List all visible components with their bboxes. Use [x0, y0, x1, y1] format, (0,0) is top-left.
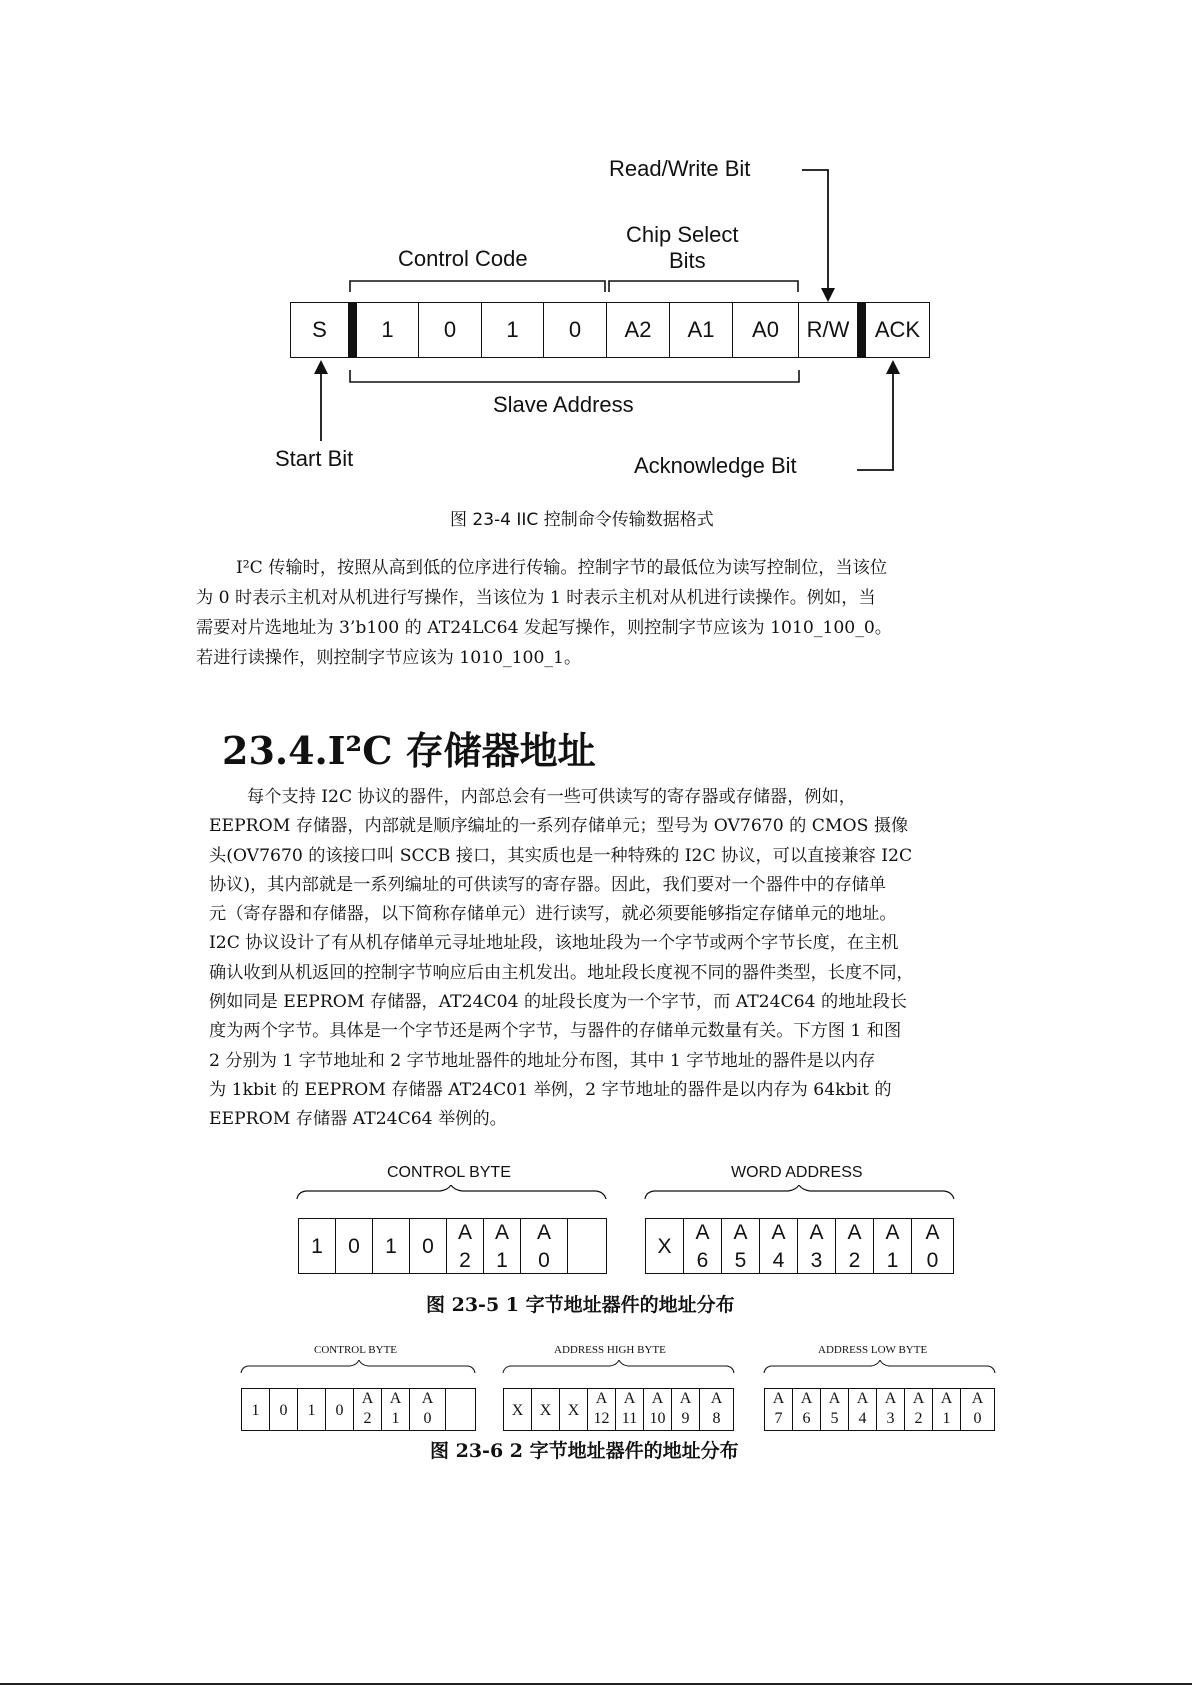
bit-cell: A 1: [932, 1388, 961, 1431]
word-address-label: WORD ADDRESS: [731, 1164, 863, 1181]
text-line: 度为两个字节。具体是一个字节还是两个字节，与器件的存储单元数量有关。下方图 1 和图: [209, 1021, 902, 1042]
bit-cell: A 10: [643, 1388, 672, 1431]
chip-select-label: Chip Select: [626, 222, 739, 247]
chip-select-bits-label: Bits: [669, 248, 706, 273]
text-line: EEPROM 存储器，内部就是顺序编址的一系列存储单元；型号为 OV7670 的 CMOS 摄像: [209, 816, 909, 837]
control-byte-label: CONTROL BYTE: [314, 1344, 398, 1356]
bit-cell: A 12: [587, 1388, 616, 1431]
text-line: EEPROM 存储器 AT24C64 举例的。: [209, 1109, 507, 1130]
read-write-bit-label: Read/Write Bit: [609, 156, 751, 181]
figure-caption: 图 23-5 1 字节地址器件的地址分布: [426, 1294, 735, 1316]
bit-cell: A 0: [960, 1388, 995, 1431]
address-low-byte-label: ADDRESS LOW BYTE: [818, 1344, 928, 1356]
bit-cell: A 0: [520, 1218, 568, 1274]
bit-cell: A 6: [792, 1388, 821, 1431]
bit-cell: A 3: [876, 1388, 905, 1431]
bit-cell: A 1: [483, 1218, 521, 1274]
text-line: 确认收到从机返回的控制字节响应后由主机发出。地址段长度视不同的器件类型，长度不同，: [209, 962, 914, 983]
bit-cell: A 7: [764, 1388, 793, 1431]
bit-cell: A 9: [671, 1388, 700, 1431]
bit-cell-2: 0: [418, 302, 482, 358]
bit-cell: A 5: [820, 1388, 849, 1431]
fig6-braces: [0, 1360, 1192, 1390]
text-line: 需要对片选地址为 3’b100 的 AT24LC64 发起写操作，则控制字节应该为 1010_100_0。: [196, 618, 892, 638]
paragraph-1: [196, 553, 892, 673]
bit-cell: A 1: [873, 1218, 912, 1274]
bit-cell: 0: [335, 1218, 373, 1274]
control-code-label: Control Code: [398, 246, 528, 271]
bit-cell: X: [559, 1388, 588, 1431]
text-line: 2 分别为 1 字节地址和 2 字节地址器件的地址分布图，其中 1 字节地址的器件是以内存: [209, 1050, 876, 1071]
bit-cell: X: [645, 1218, 684, 1274]
bit-cell-3: 1: [481, 302, 544, 358]
bit-cell: X: [503, 1388, 532, 1431]
text-line: 为 0 时表示主机对从机进行写操作，当该位为 1 时表示主机对从机进行读操作。例如，当: [196, 588, 876, 608]
text-line: 为 1kbit 的 EEPROM 存储器 AT24C01 举例，2 字节地址的器件是以内存为 64kbit 的: [209, 1079, 892, 1100]
bit-cell-rw: R/W: [798, 302, 858, 358]
bit-cell: X: [531, 1388, 560, 1431]
paragraph-2: [209, 783, 914, 1135]
bit-cell: 1: [298, 1218, 336, 1274]
bit-cell-a2: A2: [606, 302, 670, 358]
bit-cell: A 4: [848, 1388, 877, 1431]
bit-cell: A 0: [911, 1218, 954, 1274]
bit-cell: A 6: [683, 1218, 722, 1274]
text-line: 元（寄存器和存储器，以下简称存储单元）进行读写，就必须要能够指定存储单元的地址。: [209, 904, 897, 925]
slave-address-label: Slave Address: [493, 392, 634, 417]
address-high-byte-label: ADDRESS HIGH BYTE: [554, 1344, 666, 1356]
bit-cell: A 1: [381, 1388, 410, 1431]
text-line: I2C 协议设计了有从机存储单元寻址地址段，该地址段为一个字节或两个字节长度，在主机: [209, 933, 899, 954]
bit-cell: A 11: [615, 1388, 644, 1431]
fig4-lines: [0, 0, 1192, 500]
start-bit-label: Start Bit: [275, 446, 354, 471]
bit-cell: A 2: [353, 1388, 382, 1431]
bit-cell: A 5: [721, 1218, 760, 1274]
bit-cell: A 0: [409, 1388, 446, 1431]
bit-cell: 1: [241, 1388, 270, 1431]
bit-cell: A 4: [759, 1218, 798, 1274]
text-line: 例如同是 EEPROM 存储器，AT24C04 的址段长度为一个字节，而 AT24C64 的地址段长: [209, 992, 907, 1013]
bit-cell-1: 1: [356, 302, 419, 358]
bit-cell: 0: [325, 1388, 354, 1431]
bit-cell-a0: A0: [732, 302, 799, 358]
bit-cell-a1: A1: [669, 302, 733, 358]
text-line: 头(OV7670 的该接口叫 SCCB 接口，其实质也是一种特殊的 I2C 协议，可以直接兼容 I2C: [209, 845, 913, 866]
text-line: 每个支持 I2C 协议的器件，内部总会有一些可供读写的寄存器或存储器，例如，: [247, 787, 856, 807]
bit-cell: 1: [372, 1218, 410, 1274]
bit-cell: A 2: [835, 1218, 874, 1274]
bit-cell: [445, 1388, 476, 1431]
text-line: 若进行读操作，则控制字节应该为 1010_100_1。: [196, 648, 582, 668]
bit-cell: A 2: [446, 1218, 484, 1274]
figure-caption: 图 23-6 2 字节地址器件的地址分布: [430, 1440, 739, 1462]
bit-cell: [567, 1218, 607, 1274]
acknowledge-bit-label: Acknowledge Bit: [634, 453, 797, 478]
bit-cell: A 8: [699, 1388, 734, 1431]
bit-cell: 0: [409, 1218, 447, 1274]
control-byte-label: CONTROL BYTE: [387, 1164, 511, 1181]
text-line: 协议)，其内部就是一系列编址的可供读写的寄存器。因此，我们要对一个器件中的存储单: [209, 874, 887, 895]
text-line: I²C 传输时，按照从高到低的位序进行传输。控制字节的最低位为读写控制位，当该位: [236, 558, 888, 578]
bit-cell: A 2: [904, 1388, 933, 1431]
bit-cell: 0: [269, 1388, 298, 1431]
bit-cell: A 3: [797, 1218, 836, 1274]
bit-cell: 1: [297, 1388, 326, 1431]
bit-cell-start: S: [290, 302, 349, 358]
figure-caption: 图 23-4 IIC 控制命令传输数据格式: [450, 510, 714, 530]
section-heading: 23.4.I²C 存储器地址: [222, 728, 596, 773]
bit-cell-ack: ACK: [865, 302, 930, 358]
bit-cell-4: 0: [543, 302, 607, 358]
